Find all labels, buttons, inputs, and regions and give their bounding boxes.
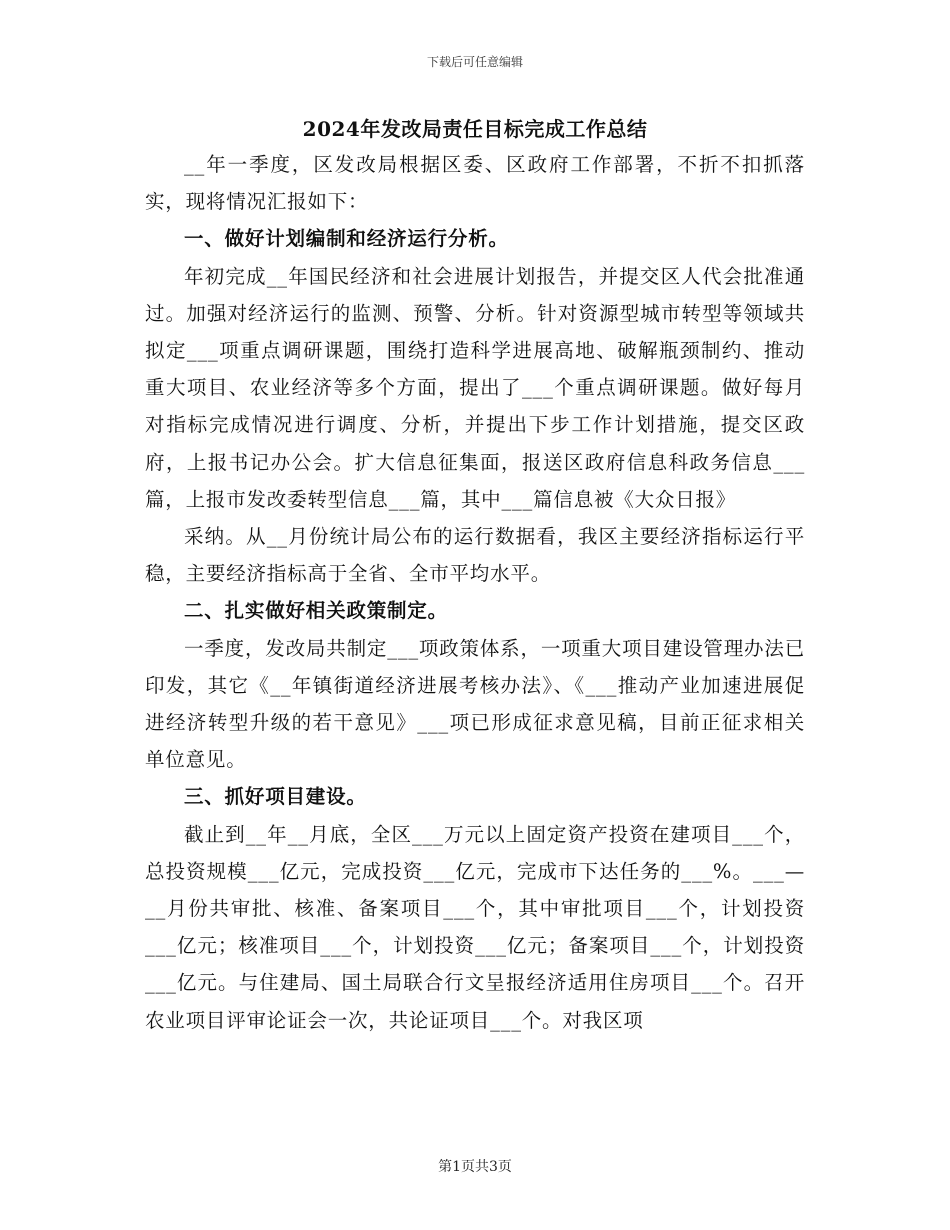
section-1-paragraph-cont: 采纳。从__月份统计局公布的运行数据看，我区主要经济指标运行平稳，主要经济指标高于全省、全市平均水平。	[145, 525, 805, 586]
intro-paragraph: __年一季度，区发改局根据区委、区政府工作部署，不折不扣抓落实，现将情况汇报如下：	[145, 153, 805, 214]
page-footer: 第1页共3页	[438, 1159, 512, 1175]
document-body	[145, 146, 805, 1039]
document-title: 2024年发改局责任目标完成工作总结	[302, 117, 648, 141]
section-3-paragraph: 截止到__年__月底，全区___万元以上固定资产投资在建项目___个，总投资规模___亿元，完成投资___亿元，完成市下达任务的___%。___—__月份共审批、核准、备案项目___个，其中审批项目___个，计划投资___亿元；核准项目___个，计划投资___亿元；备案项目___个，计划投资___亿元。与住建局、国土局联合行文呈报经济适用住房项目___个。召开农业项目评审论证会一次，共论证项目___个。对我区项	[145, 822, 805, 1032]
header-note: 下载后可任意编辑	[426, 55, 523, 69]
section-heading-2: 二、扎实做好相关政策制定。	[184, 599, 448, 623]
section-heading-1: 一、做好计划编制和经济运行分析。	[184, 227, 509, 251]
section-2-paragraph: 一季度，发改局共制定___项政策体系，一项重大项目建设管理办法已印发，其它《__年镇街道经济进展考核办法》、《___推动产业加速进展促进经济转型升级的若干意见》___项已形成征求意见稿，目前正征求相关单位意见。	[145, 636, 805, 772]
section-1-paragraph: 年初完成__年国民经济和社会进展计划报告，并提交区人代会批准通过。加强对经济运行的监测、预警、分析。针对资源型城市转型等领域共拟定___项重点调研课题，围绕打造科学进展高地、破解瓶颈制约、推动重大项目、农业经济等多个方面，提出了___个重点调研课题。做好每月对指标完成情况进行调度、分析，并提出下步工作计划措施，提交区政府，上报书记办公会。扩大信息征集面，报送区政府信息科政务信息___篇，上报市发改委转型信息___篇，其中___篇信息被《大众日报》	[145, 264, 805, 511]
section-heading-3: 三、抓好项目建设。	[184, 785, 367, 809]
